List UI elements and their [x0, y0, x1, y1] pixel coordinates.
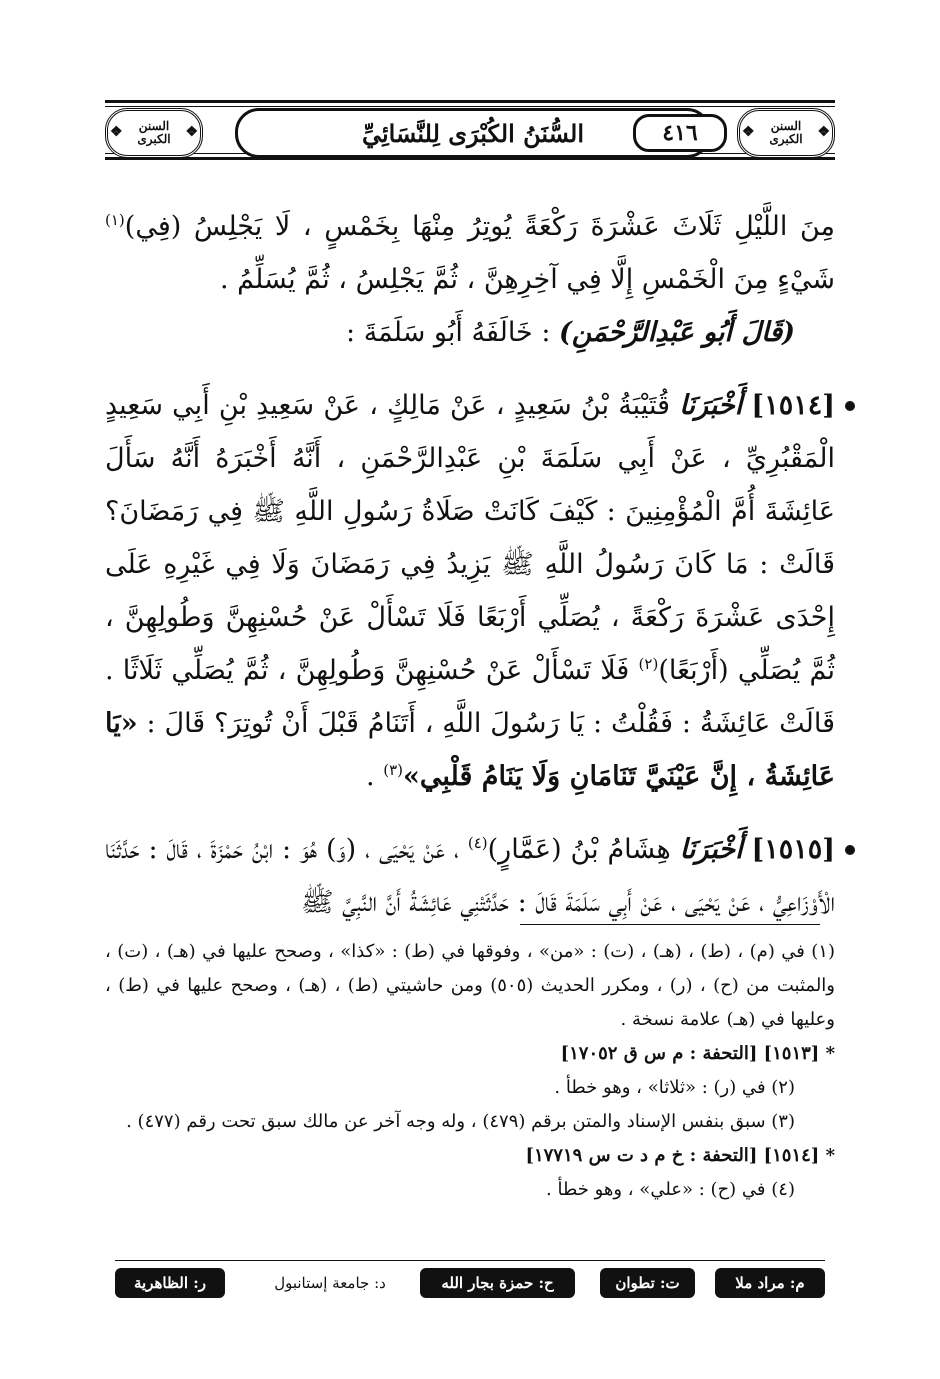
text-span: شَيْءٍ مِنَ الْخَمْسِ إِلَّا فِي آخِرِهِنَّ ، ثُمَّ يَجْلِسُ ، ثُمَّ يُسَلِّمُ .	[219, 264, 835, 295]
akhbarana-label: أَخْبَرَنَا	[679, 834, 743, 865]
siglum-m: م: مراد ملا	[715, 1268, 825, 1298]
text-span: هِشَامُ بْنُ (عَمَّارٍ)	[487, 834, 680, 865]
hadith-1515	[105, 823, 835, 929]
manuscript-legend	[115, 1268, 825, 1304]
hadith-number: [١٥١٥]	[751, 834, 836, 865]
text-span: .	[366, 761, 384, 792]
footnotes	[105, 935, 835, 1207]
akhbarana-label: أَخْبَرَنَا	[679, 390, 743, 421]
text-span: فَلَا تَسْأَلْ عَنْ حُسْنِهِنَّ وَطُولِهِنَّ ، ثُمَّ يُصَلِّي ثَلَاثًا . قَالَتْ عَائِشَةُ : فَقُلْتُ : يَا رَسُولَ اللَّهِ ، أَتَنَامُ قَبْلَ أَنْ تُوتِرَ؟ قَالَ :	[105, 655, 835, 739]
prophetic-quote: «يَا عَائِشَةُ ، إِنَّ عَيْنَيَّ تَنَامَانِ وَلَا يَنَامُ قَلْبِي»	[105, 708, 835, 792]
hadith-1514	[105, 379, 835, 803]
page-number: ٤١٦	[633, 114, 727, 152]
author-name: (قَالَ أَبُو عَبْدِالرَّحْمَنِ)	[559, 317, 795, 348]
bullet-icon	[845, 401, 855, 411]
footnote-divider	[520, 924, 820, 925]
header-ornament-right	[737, 108, 835, 158]
paragraph-comment	[105, 306, 835, 359]
footnote-ref: (٢)	[638, 655, 659, 673]
text-span: قُتَيْبَةُ بْنُ سَعِيدٍ ، عَنْ مَالِكٍ ، عَنْ سَعِيدِ بْنِ أَبِي سَعِيدٍ الْمَقْبُرِيِّ ، عَنْ أَبِي سَلَمَةَ بْنِ عَبْدِالرَّحْمَنِ ، أَنَّهُ أَخْبَرَهُ أَنَّهُ سَأَلَ عَائِشَةَ أُمَّ الْمُؤْمِنِينَ : كَيْفَ كَانَتْ صَلَاةُ رَسُولِ اللَّهِ ﷺ فِي رَمَضَانَ؟ قَالَتْ : مَا كَانَ رَسُولُ اللَّهِ ﷺ يَزِيدُ فِي رَمَضَانَ وَلَا فِي غَيْرِهِ عَلَى إِحْدَى عَشْرَةَ رَكْعَةً ، يُصَلِّي أَرْبَعًا فَلَا تَسْأَلْ عَنْ حُسْنِهِنَّ وَطُولِهِنَّ ، ثُمَّ يُصَلِّي (أَرْبَعًا)	[105, 390, 835, 686]
text-span: : خَالَفَهُ أَبُو سَلَمَةَ :	[346, 317, 560, 348]
book-title: السُّنَنُ الكُبْرَى لِلنَّسَائِيِّ	[235, 108, 711, 158]
page-header	[105, 100, 835, 160]
header-rule-inner-top	[105, 106, 835, 107]
header-rule-top	[105, 100, 835, 103]
text-span: مِنَ اللَّيْلِ ثَلَاثَ عَشْرَةَ رَكْعَةً يُوتِرُ مِنْهَا بِخَمْسٍ ، لَا يَجْلِسُ (فِي)	[124, 211, 835, 242]
siglum-d: د: جامعة إستانبول	[274, 1274, 386, 1292]
footer-divider	[115, 1260, 825, 1261]
footnote-2: (٢) في (ر) : «ثلاثا» ، وهو خطأ .	[554, 1077, 795, 1098]
footnote-ref: (٣)	[383, 761, 403, 779]
siglum-r: ر: الظاهرية	[115, 1268, 225, 1298]
footnote-ref: (٤)	[467, 834, 488, 852]
text-span: ، عَنْ يَحْيَى ، (وَ) هُوَ : ابْنُ حَمْزَةَ ، قَالَ : حَدَّثَنَا الْأَوْزَاعِيُّ ، عَنْ يَحْيَى ، عَنْ أَبِي سَلَمَةَ قَالَ : حَدَّثَتْنِي عَائِشَةُ أَنَّ النَّبِيَّ ﷺ	[105, 834, 835, 918]
footnote-ref: (١)	[105, 211, 125, 229]
footnote-4: (٤) في (ح) : «علي» ، وهو خطأ .	[546, 1179, 795, 1200]
ornament-text: ❖ السنن الكبرى	[769, 118, 803, 146]
tuhfa-1513: * [١٥١٣] [التحفة : م س ق ١٧٠٥٢]	[560, 1043, 835, 1064]
footnote-1: (١) في (م) ، (ط) ، (هـ) ، (ت) : «من» ، وفوقها في (ط) : «كذا» ، وصحح عليها في (هـ) ، (ت) ، والمثبت من (ح) ، (ر) ، ومكرر الحديث (٥٠٥) ومن حاشيتي (ط) ، (هـ) ، وصحح عليها في (ط) ، وعليها في (هـ) علامة نسخة .	[105, 941, 835, 1030]
main-text	[105, 200, 835, 929]
hadith-number: [١٥١٤]	[751, 390, 835, 421]
ornament-text: ❖ السنن الكبرى	[137, 118, 171, 146]
bullet-icon	[845, 845, 855, 855]
tuhfa-1514: * [١٥١٤] [التحفة : خ م د ت س ١٧٧١٩]	[525, 1145, 835, 1166]
siglum-h: ح: حمزة بجار الله	[420, 1268, 575, 1298]
footnote-3: (٣) سبق بنفس الإسناد والمتن برقم (٤٧٩) ، وله وجه آخر عن مالك سبق تحت رقم (٤٧٧) .	[126, 1111, 795, 1132]
siglum-t: ت: تطوان	[600, 1268, 695, 1298]
header-ornament-left	[105, 108, 203, 158]
paragraph-continuation	[105, 200, 835, 306]
